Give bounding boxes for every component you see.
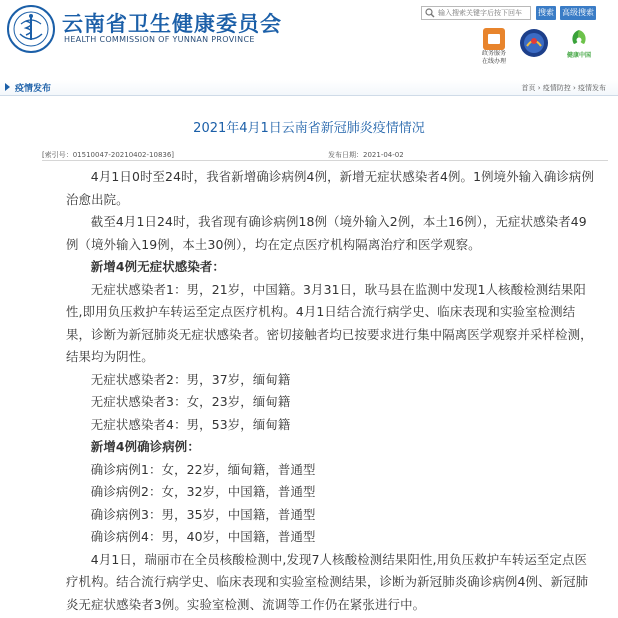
gov-service-icon	[483, 28, 505, 50]
search-box[interactable]	[421, 6, 531, 20]
section-navbar	[0, 80, 618, 96]
article-body	[66, 166, 594, 616]
breadcrumb[interactable]: 首页 › 疫情防控 › 疫情发布	[521, 84, 606, 92]
section-heading: 新增4例确诊病例：	[90, 439, 200, 454]
paragraph: 4月1日，瑞丽市在全员核酸检测中,发现7人核酸检测结果阳性,用负压救护车转运至定点医疗机构。结合流行病学史、临床表现和实验室检测结果，诊断为新冠肺炎确诊病例4例、新冠肺炎无症状感染者3例。实验室检测、流调等工作仍在紧张进行中。	[66, 551, 589, 612]
gov-service-label-1: 政务服务	[481, 50, 506, 57]
gov-service-label-2: 在线办理	[481, 58, 506, 65]
section-heading: 新增4例无症状感染者：	[90, 259, 225, 274]
publish-date: 发布日期：2021-04-02	[328, 151, 404, 159]
index-number: [索引号：01510047-20210402-10836]	[42, 151, 175, 159]
nav-arrow-icon	[5, 83, 10, 91]
case-line: 无症状感染者4：男，53岁，缅甸籍	[90, 416, 291, 432]
article-meta	[42, 147, 608, 161]
emblem-icon[interactable]	[519, 28, 549, 58]
article-title: 2021年4月1日云南省新冠肺炎疫情情况	[193, 121, 425, 136]
health-china-link[interactable]	[561, 28, 597, 60]
search-button[interactable]: 搜索	[536, 6, 556, 20]
section-title[interactable]: 疫情发布	[15, 84, 52, 94]
paragraph: 4月1日0时至24时，我省新增确诊病例4例，新增无症状感染者4例。1例境外输入确诊病例治愈出院。	[66, 169, 594, 207]
site-header	[0, 0, 618, 80]
case-line: 无症状感染者2：男，37岁，缅甸籍	[90, 371, 291, 387]
paragraph: 无症状感染者1：男，21岁，中国籍。3月31日，耿马县在监测中发现1人核酸检测结果阳性,即用负压救护车转运至定点医疗机构。4月1日结合流行病学史、临床表现和实验室检测结果，诊断为新冠肺炎无症状感染者。密切接触者均已按要求进行集中隔离医学观察并采样检测，结果均为阴性。	[66, 281, 593, 364]
case-line: 确诊病例3：男，35岁，中国籍，普通型	[90, 506, 316, 522]
gov-service-link[interactable]	[479, 28, 509, 66]
commission-logo-icon[interactable]	[6, 4, 56, 54]
paragraph: 截至4月1日24时，我省现有确诊病例18例（境外输入2例，本土16例），无症状感染者49例（境外输入19例，本土30例），均在定点医疗机构隔离治疗和医学观察。	[66, 214, 587, 252]
search-input[interactable]	[438, 7, 530, 19]
health-china-label: 健康中国	[566, 52, 591, 59]
site-title-english: HEALTH COMMISSION OF YUNNAN PROVINCE	[64, 35, 255, 44]
advanced-search-button[interactable]: 高级搜索	[560, 6, 596, 20]
health-china-icon	[568, 28, 590, 48]
search-icon	[425, 8, 435, 18]
case-line: 确诊病例1：女，22岁，缅甸籍，普通型	[90, 461, 316, 477]
case-line: 确诊病例4：男，40岁，中国籍，普通型	[90, 529, 316, 544]
case-line: 确诊病例2：女，32岁，中国籍，普通型	[90, 484, 316, 499]
case-line: 无症状感染者3：女，23岁，缅甸籍	[90, 394, 291, 409]
site-title[interactable]: 云南省卫生健康委员会	[62, 12, 282, 36]
